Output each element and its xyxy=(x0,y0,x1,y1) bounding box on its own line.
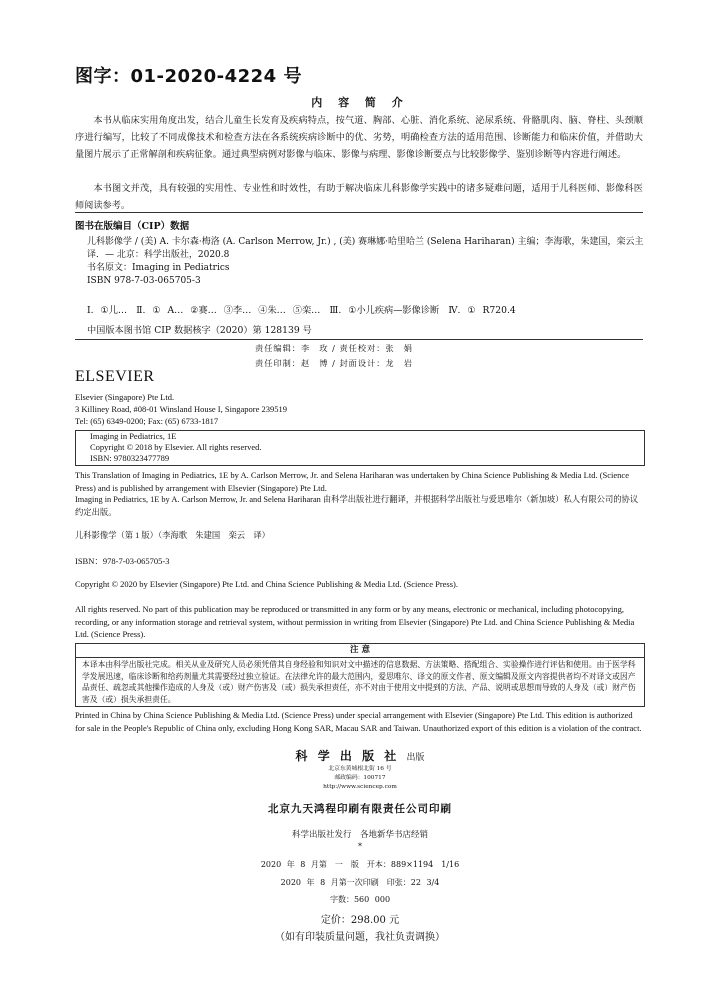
publisher-name xyxy=(0,747,720,764)
original-edition-box xyxy=(75,430,645,466)
publisher-suffix: 出版 xyxy=(406,753,425,763)
cip-line-2: 书名原文：Imaging in Pediatrics xyxy=(87,263,230,273)
cip-line-3: ISBN 978-7-03-065705-3 xyxy=(87,276,201,286)
registration-number: 图字：01-2020-4224 号 xyxy=(75,66,302,87)
summary-paragraph-1: 本书从临床实用角度出发，结合儿童生长发育及疾病特点，按气道、胸部、心脏、消化系统、泌尿系统、骨骼肌肉、脑、脊柱、头颈顺序进行编写，比较了不同成像技术和检查方法在各系统疾病诊断中的优、劣势，明确检查方法的适用范围、诊断能力和临床价值，并借助大量图片展示了正常解剖和疾病征象。通过典型病例对影像与临床、影像与病理、影像诊断要点与比较影像学、鉴别诊断等内容进行阐述。 xyxy=(75,115,643,160)
translation-statement-cn: Imaging in Pediatrics, 1E by A. Carlson Merrow, Jr. and Selena Hariharan 由科学出版社进行翻译，并根据科学出版社与爱思唯尔（新加坡）私人有限公司的协议约定出版。 xyxy=(75,495,639,517)
original-isbn: ISBN: 9780323477789 xyxy=(90,453,170,463)
publisher-postcode: 邮政编码：100717 xyxy=(334,775,386,781)
summary-paragraph-2: 本书图文并茂，具有较强的实用性、专业性和时效性，有助于解决临床儿科影像学实践中的诸多疑难问题，适用于儿科医师、影像科医师阅读参考。 xyxy=(75,183,643,211)
cip-heading: 图书在版编目（CIP）数据 xyxy=(75,221,190,232)
cip-record xyxy=(87,236,647,288)
elsevier-logo: ELSEVIER xyxy=(75,368,155,385)
copyright-line: Copyright © 2020 by Elsevier (Singapore) Pte Ltd. and China Science Publishing & Media Ltd. (Science Press). xyxy=(75,579,458,589)
isbn-line: ISBN：978-7-03-065705-3 xyxy=(75,556,170,566)
swap-note: （如有印装质量问题，我社负责调换） xyxy=(275,932,445,943)
notice-box xyxy=(75,643,645,707)
edition-line-3: 字数：560 000 xyxy=(329,895,391,904)
cip-classification: Ⅰ. ①儿… Ⅱ. ① A… ②赛… ③李… ④朱… ⑤栾… Ⅲ. ①小儿疾病—影像诊断 Ⅳ. ① R720.4 xyxy=(87,305,516,316)
original-title: Imaging in Pediatrics, 1E xyxy=(90,431,177,441)
printed-statement: Printed in China by China Science Publishing & Media Ltd. (Science Press) under special arrangement with Elsevier (Singapore) Pte Ltd. This edition is authorized for sale in the People's Republic of China only, excluding Hong Kong SAR, Macau SAR and Taiwan. Unauthorized export of this edition is a violation of the contract. xyxy=(75,710,642,733)
publisher-address: 北京东黄城根北街 16 号 xyxy=(328,766,392,772)
edition-line-2: 2020 年 8 月第一次印刷 印张：22 3/4 xyxy=(280,878,440,887)
printer-name: 北京九天鸿程印刷有限责任公司印刷 xyxy=(268,803,452,815)
elsevier-address: 3 Killiney Road, #08-01 Winsland House I, Singapore 239519 xyxy=(75,404,287,414)
elsevier-company: Elsevier (Singapore) Pte Ltd. xyxy=(75,392,175,402)
translation-statement-en: This Translation of Imaging in Pediatrics, 1E by A. Carlson Merrow, Jr. and Selena Hariharan was undertaken by China Science Publishing & Media Ltd. (Science Press) and is published by arrangement with Elsevier (Singapore) Pte Ltd. xyxy=(75,470,629,493)
separator-bullet: * xyxy=(358,842,362,851)
staff-line-1: 责任编辑：李 玫 / 责任校对：张 娟 xyxy=(255,343,413,353)
price: 定价：298.00 元 xyxy=(320,915,400,926)
divider-top xyxy=(75,212,643,213)
elsevier-address-block xyxy=(75,391,287,427)
publisher-name-text: 科 学 出 版 社 xyxy=(295,749,400,763)
summary-title: 内 容 简 介 xyxy=(311,96,409,109)
staff-line-2: 责任印制：赵 博 / 封面设计：龙 岩 xyxy=(255,358,413,368)
distribution-line: 科学出版社发行 各地新华书店经销 xyxy=(291,830,428,840)
edition-line-1: 2020 年 8 月第 一 版 开本：889×1194 1/16 xyxy=(260,860,460,869)
elsevier-tel: Tel: (65) 6349-0200; Fax: (65) 6733-1817 xyxy=(75,416,219,426)
cip-data-number: 中国版本图书馆 CIP 数据核字（2020）第 128139 号 xyxy=(87,325,312,336)
chinese-edition-title: 儿科影像学（第 1 版）（李海歌 朱建国 栾云 译） xyxy=(75,531,270,540)
notice-body: 本译本由科学出版社完成。相关从业及研究人员必须凭借其自身经验和知识对文中描述的信息数据、方法策略、搭配组合、实验操作进行评估和使用。由于医学科学发展迅速，临床诊断和给药剂量尤其需要经过独立验证。在法律允许的最大范围内，爱思唯尔、译文的原文作者、原文编辑及原文内容提供者均不对译文或因产品责任、疏忽或其他操作造成的人身及（或）财产伤害及（或）损失承担责任，亦不对由于使用文中提到的方法、产品、说明或思想而导致的人身及（或）财产伤害及（或）损失承担责任。 xyxy=(82,660,636,704)
divider-cip xyxy=(75,339,643,340)
cip-line-1: 儿科影像学 / (美) A. 卡尔森·梅洛 (A. Carlson Merrow, Jr.) , (美) 赛琳娜·哈里哈兰 (Selena Hariharan) 主编；李海歌，朱建国，栾云主译．— 北京：科学出版社，2020.8 xyxy=(87,237,644,260)
original-copyright: Copyright © 2018 by Elsevier. All rights reserved. xyxy=(90,442,262,452)
notice-title: 注 意 xyxy=(76,644,644,658)
publisher-website: http://www.sciencep.com xyxy=(323,784,397,790)
rights-statement: All rights reserved. No part of this publication may be reproduced or transmitted in any form or by any means, electronic or mechanical, including photocopying, recording, or any information storage and retrieval system, without permission in writing from Elsevier (Singapore) Pte Ltd. and China Science Publishing & Media Ltd. (Science Press). xyxy=(75,604,635,639)
